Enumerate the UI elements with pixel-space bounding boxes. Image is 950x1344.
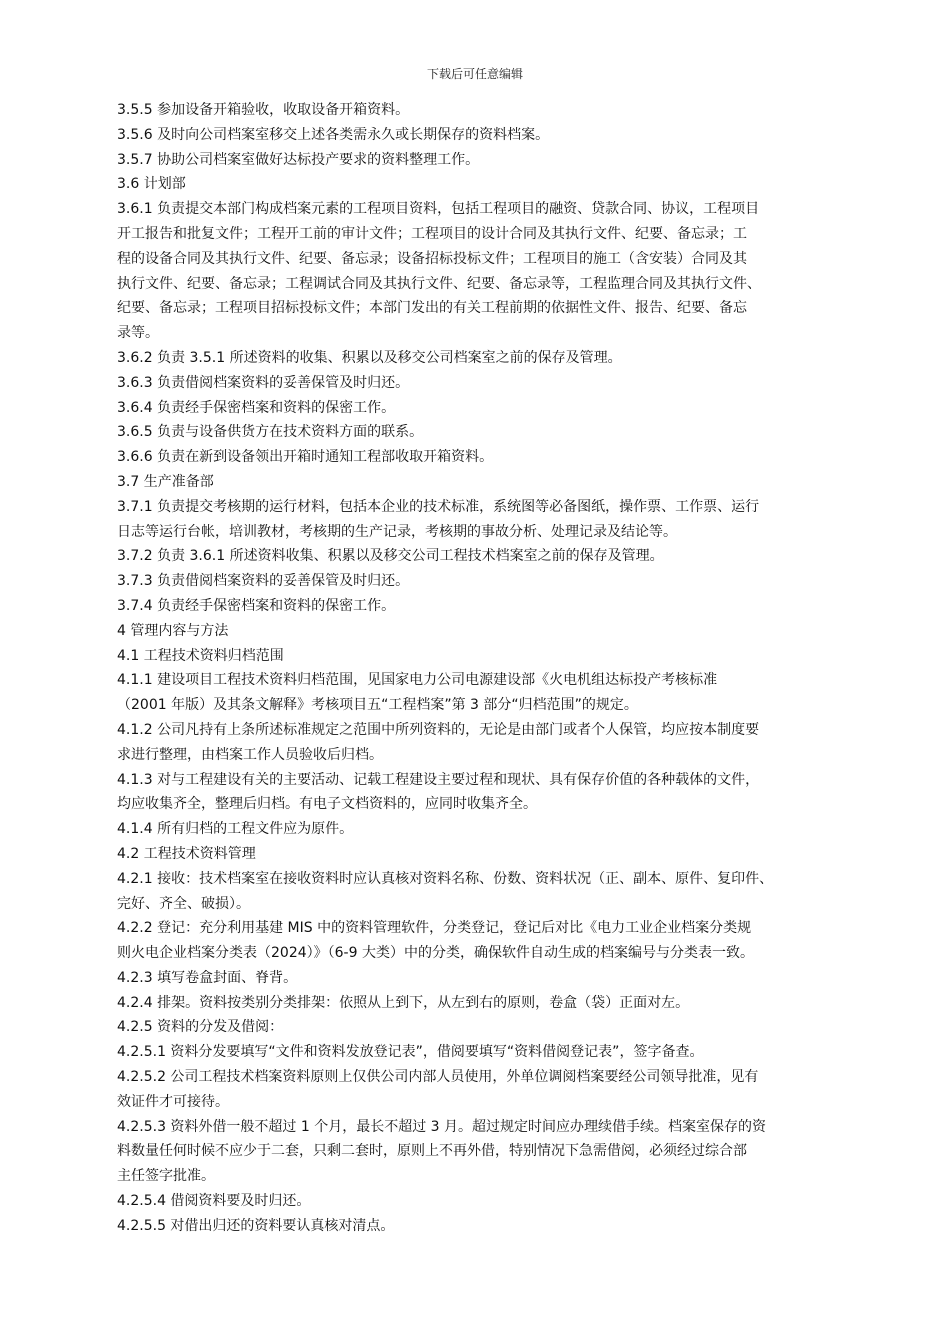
- text-line: 4.2.5.2 公司工程技术档案资料原则上仅供公司内部人员使用，外单位调阅档案要经公司领导批准，见有: [117, 1069, 759, 1086]
- text-line: 4.2.1 接收：技术档案室在接收资料时应认真核对资料名称、份数、资料状况（正、副本、原件、复印件、: [117, 870, 774, 887]
- text-line: 录等。: [117, 325, 159, 342]
- text-line: 3.6.1 负责提交本部门构成档案元素的工程项目资料，包括工程项目的融资、贷款合同、协议，工程项目: [117, 201, 760, 218]
- text-line: 则火电企业档案分类表（2024）》（6-9 大类）中的分类，确保软件自动生成的档案编号与分类表一致。: [117, 945, 754, 962]
- section-heading: 3.7 生产准备部: [117, 473, 214, 490]
- text-line: 求进行整理，由档案工作人员验收后归档。: [117, 746, 383, 763]
- text-line: 4.2.5.1 资料分发要填写“文件和资料发放登记表”，借阅要填写“资料借阅登记表”，签字备查。: [117, 1044, 704, 1061]
- text-line: 3.5.5 参加设备开箱验收，收取设备开箱资料。: [117, 102, 410, 118]
- text-line: 3.7.2 负责 3.6.1 所述资料收集、积累以及移交公司工程技术档案室之前的保存及管理。: [117, 548, 664, 565]
- text-line: 4.2.3 填写卷盒封面、脊背。: [117, 969, 298, 986]
- text-line: 4.2.2 登记：充分利用基建 MIS 中的资料管理软件，分类登记，登记后对比《电力工业企业档案分类规: [117, 920, 752, 937]
- text-line: 日志等运行台帐，培训教材，考核期的生产记录，考核期的事故分析、处理记录及结论等。: [117, 523, 677, 540]
- text-line: 3.6.5 负责与设备供货方在技术资料方面的联系。: [117, 424, 424, 441]
- text-line: 完好、齐全、破损）。: [117, 895, 250, 912]
- page-header: 下载后可任意编辑: [426, 67, 523, 81]
- section-heading: 4.1 工程技术资料归档范围: [117, 647, 284, 664]
- text-line: 程的设备合同及其执行文件、纪要、备忘录；设备招标投标文件；工程项目的施工（含安装）合同及其: [117, 250, 747, 267]
- section-heading: 4.2 工程技术资料管理: [117, 845, 256, 862]
- text-line: 料数量任何时候不应少于二套，只剩二套时，原则上不再外借，特别情况下急需借阅，必须经过综合部: [117, 1143, 747, 1160]
- text-line: 4.1.2 公司凡持有上条所述标准规定之范围中所列资料的，无论是由部门或者个人保管，均应按本制度要: [117, 721, 760, 738]
- text-line: 执行文件、纪要、备忘录；工程调试合同及其执行文件、纪要、备忘录等，工程监理合同及其执行文件、: [117, 275, 761, 292]
- text-line: 4.2.5.3 资料外借一般不超过 1 个月，最长不超过 3 月。超过规定时间应办理续借手续。档案室保存的资: [117, 1118, 767, 1135]
- text-line: 均应收集齐全，整理后归档。有电子文档资料的，应同时收集齐全。: [117, 796, 537, 813]
- document-body: [117, 98, 887, 1239]
- text-line: 4.1.3 对与工程建设有关的主要活动、记载工程建设主要过程和现状、具有保存价值的各种载体的文件，: [117, 771, 760, 788]
- text-line: 3.6.2 负责 3.5.1 所述资料的收集、积累以及移交公司档案室之前的保存及管理。: [117, 349, 622, 366]
- text-line: 4.2.5.5 对借出归还的资料要认真核对清点。: [117, 1217, 395, 1234]
- text-line: 4.1.4 所有归档的工程文件应为原件。: [117, 821, 354, 838]
- text-line: 4.2.4 排架。资料按类别分类排架：依照从上到下，从左到右的原则，卷盒（袋）正面对左。: [117, 994, 690, 1011]
- text-line: 4.2.5 资料的分发及借阅：: [117, 1019, 284, 1036]
- text-line: 3.7.3 负责借阅档案资料的妥善保管及时归还。: [117, 573, 410, 590]
- text-line: 效证件才可接待。: [117, 1093, 229, 1110]
- text-line: 4.1.1 建设项目工程技术资料归档范围，见国家电力公司电源建设部《火电机组达标投产考核标准: [117, 672, 718, 689]
- text-line: 主任签字批准。: [117, 1168, 215, 1185]
- section-heading: 3.6 计划部: [117, 176, 186, 193]
- text-line: 3.5.6 及时向公司档案室移交上述各类需永久或长期保存的资料档案。: [117, 126, 550, 143]
- text-line: 3.7.4 负责经手保密档案和资料的保密工作。: [117, 597, 396, 614]
- text-line: 3.6.4 负责经手保密档案和资料的保密工作。: [117, 399, 396, 416]
- text-line: （2001 年版）及其条文解释》考核项目五“工程档案”第 3 部分“归档范围”的规定。: [117, 697, 638, 714]
- text-line: 纪要、备忘录；工程项目招标投标文件；本部门发出的有关工程前期的依据性文件、报告、纪要、备忘: [117, 300, 747, 317]
- section-heading: 4 管理内容与方法: [117, 622, 229, 639]
- text-line: 3.7.1 负责提交考核期的运行材料，包括本企业的技术标准，系统图等必备图纸，操作票、工作票、运行: [117, 498, 760, 515]
- text-line: 3.5.7 协助公司档案室做好达标投产要求的资料整理工作。: [117, 151, 480, 168]
- text-line: 开工报告和批复文件；工程开工前的审计文件；工程项目的设计合同及其执行文件、纪要、备忘录；工: [117, 225, 747, 242]
- text-line: 3.6.3 负责借阅档案资料的妥善保管及时归还。: [117, 374, 410, 391]
- text-line: 3.6.6 负责在新到设备领出开箱时通知工程部收取开箱资料。: [117, 449, 494, 466]
- text-line: 4.2.5.4 借阅资料要及时归还。: [117, 1193, 311, 1210]
